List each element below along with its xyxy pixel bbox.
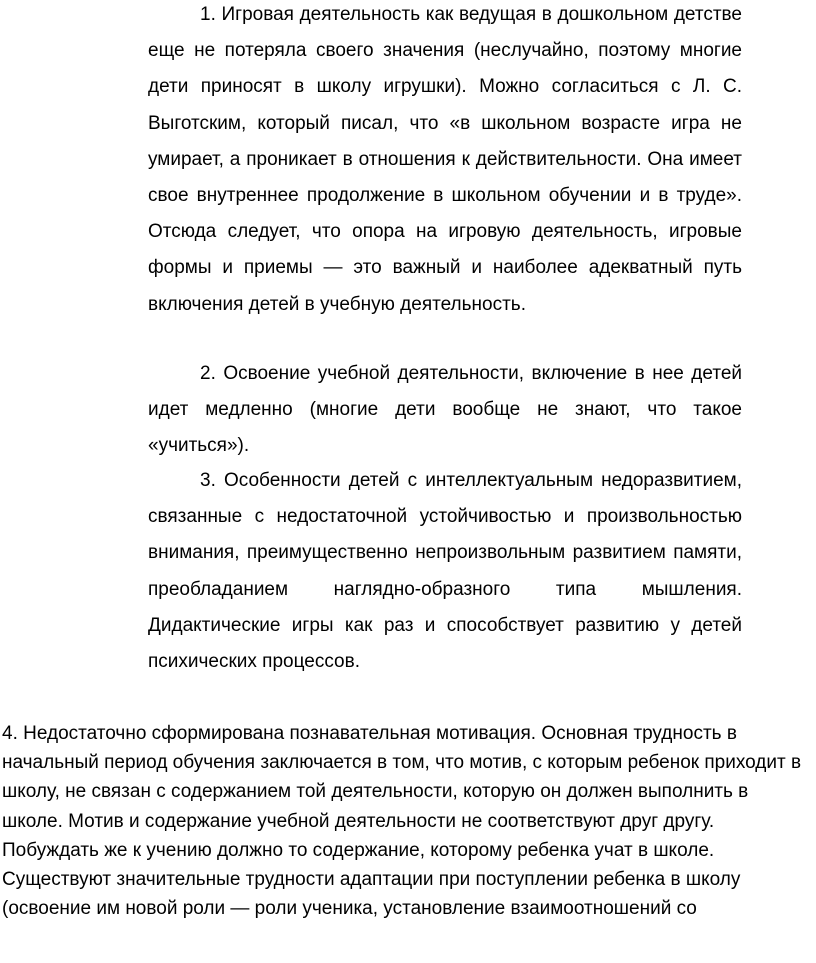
paragraph-2-learning-activity: 2. Освоение учебной деятельности, включение в нее детей идет медленно (многие дети вообще не знают, что такое «учиться»). — [148, 363, 742, 457]
paragraph-1-game-activity: 1. Игровая деятельность как ведущая в дошкольном детстве еще не потеряла своего значения (неслучайно, поэтому многие дети приносят в школу игрушки). Можно согласиться с Л. С. Выготским, который писал, что «в школьном возрасте игра не умирает, а проникает в отношения к действительности. Она имеет свое внутреннее продолжение в школьном обучении и в труде». Отсюда следует, что опора на игровую деятельность, игровые формы и приемы — это важный и наиболее адекватный путь включения детей в учебную деятельность. — [148, 4, 742, 315]
paragraph-3-child-features: 3. Особенности детей с интеллектуальным недоразвитием, связанные с недостаточной устойчивостью и произвольностью внимания, преимущественно непроизвольным развитием памяти, преобладанием наглядно-образного типа мышления. Дидактические игры как раз и способствует развитию у детей психических процессов. — [148, 470, 742, 673]
paragraph-4-cognitive-motivation: 4. Недостаточно сформирована познавательная мотивация. Основная трудность в начальный период обучения заключается в том, что мотив, с которым ребенок приходит в школу, не связан с содержанием той деятельности, которую он должен выполнить в школе. Мотив и содержание учебной деятельности не соответствуют друг другу. Побуждать же к учению должно то содержание, которому ребенка учат в школе. Существуют значительные трудности адаптации при поступлении ребенка в школу (освоение им новой роли — роли ученика, установление взаимоотношений со — [2, 723, 802, 920]
